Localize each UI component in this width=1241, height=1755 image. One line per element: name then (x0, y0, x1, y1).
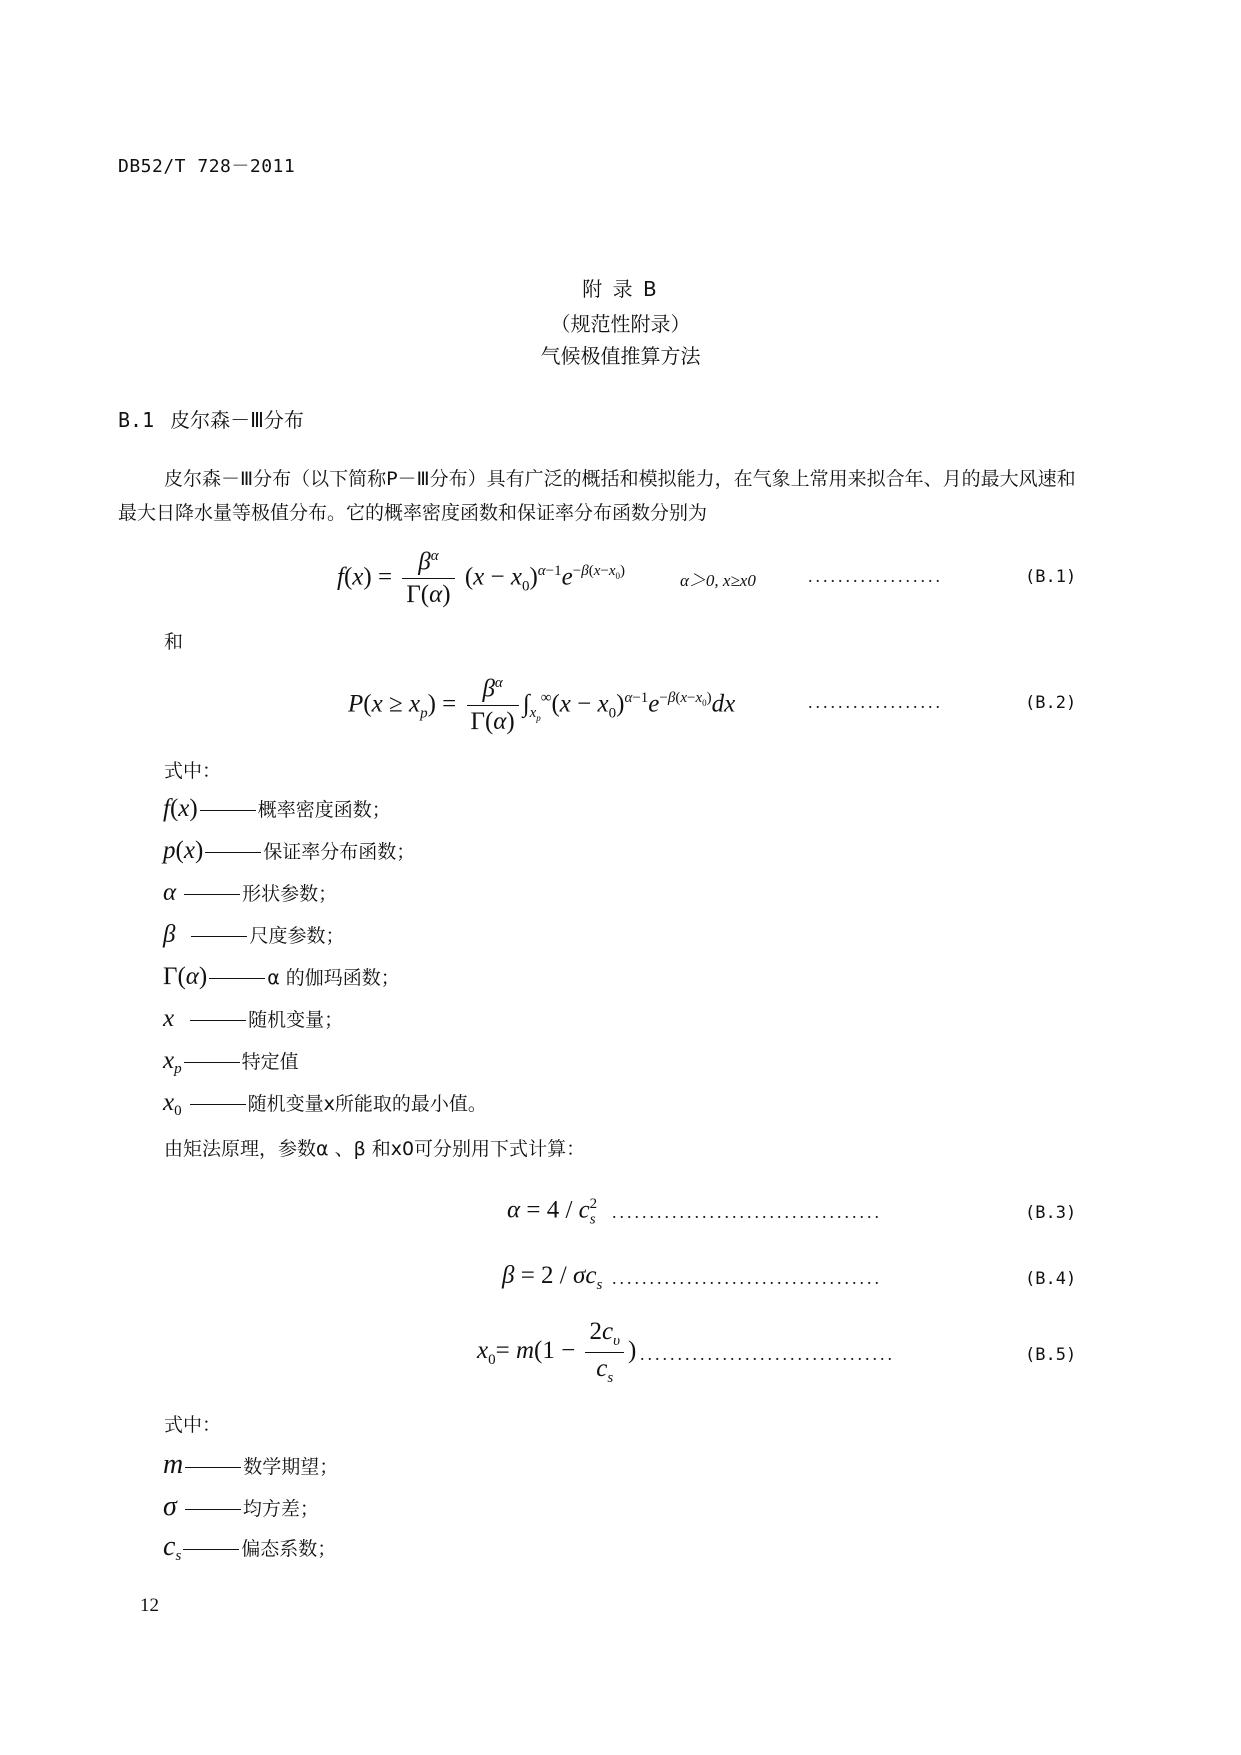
definition-item: m 数学期望； (163, 1449, 339, 1480)
equation-b1-condition: α＞0, x≥x0 (680, 571, 756, 590)
definition-item: $x_p$ 特定值 (163, 1047, 299, 1077)
appendix-nature: （规范性附录） (550, 312, 691, 336)
page-number: 12 (140, 1595, 159, 1616)
definition-item: p(x) 保证率分布函数； (163, 837, 416, 864)
equation-b5-leader: .................................. (640, 1344, 895, 1364)
equation-b5: $x_0= m(1$ − $\frac{2c_\upsilon}{c_s}$ ) (477, 1318, 637, 1386)
appendix-title: 气候极值推算方法 (540, 344, 701, 368)
equation-b1-leader: .................. (808, 566, 943, 586)
equation-b5-number: (B.5) (1025, 1345, 1077, 1365)
equation-b4-number: (B.4) (1025, 1269, 1077, 1289)
definition-item: x 随机变量； (163, 1005, 344, 1032)
definition-item: β 尺度参数； (163, 921, 345, 948)
equation-b1-number: (B.1) (1025, 567, 1077, 587)
equation-b3: $\alpha = 4 / c_s^2$ (507, 1196, 598, 1228)
equation-b2: $P(x \ge x_p)$ = $\frac{\beta^\alpha}{\Gamma(\alpha)}$ $\int_{x_p}^\infty(x - x_0)^{\alpha-1}e^{-\beta(x-x_0)}dx$ (348, 675, 736, 736)
standard-number: DB52/T 728－2011 (118, 156, 296, 177)
definition-item: $c_s$ 偏态系数； (163, 1531, 337, 1564)
equation-b4: $\beta = 2 / \sigma c_s$ (502, 1262, 603, 1293)
where-label-2: 式中： (164, 1414, 222, 1436)
section-title: 皮尔森－Ⅲ分布 (170, 408, 304, 432)
equation-b4-leader: .................................... (612, 1268, 882, 1288)
definition-item: σ 均方差； (163, 1491, 319, 1522)
equation-b3-leader: .................................... (612, 1202, 882, 1222)
intro-paragraph: 皮尔森－Ⅲ分布（以下简称P－Ⅲ分布）具有广泛的概括和模拟能力，在气象上常用来拟合年、月的最大风速和最大日降水量等极值分布。它的概率密度函数和保证率分布函数分别为 (118, 468, 1076, 524)
definition-item: α 形状参数； (163, 879, 338, 906)
equation-b2-leader: .................. (808, 692, 943, 712)
moment-method-sentence: 由矩法原理，参数α 、β 和x0可分别用下式计算： (164, 1138, 586, 1160)
definition-item: f(x) 概率密度函数； (163, 795, 391, 822)
equation-b3-number: (B.3) (1025, 1203, 1077, 1223)
definition-item: Γ(α) α 的伽玛函数； (163, 963, 400, 990)
where-label: 式中： (164, 760, 222, 782)
equation-b2-number: (B.2) (1025, 693, 1077, 713)
section-heading (118, 404, 304, 433)
equation-b1: f(x) = $\frac{\beta^\alpha}{\Gamma(\alpha)}$ $(x - x_0)^{\alpha-1}e^{-\beta(x-x_0)}$ (337, 548, 626, 609)
appendix-label: 附 录 B (582, 277, 659, 301)
connector-text: 和 (164, 631, 184, 653)
section-number: B.1 (118, 408, 155, 432)
definition-item: $x_0$ 随机变量x所能取的最小值。 (163, 1089, 487, 1119)
